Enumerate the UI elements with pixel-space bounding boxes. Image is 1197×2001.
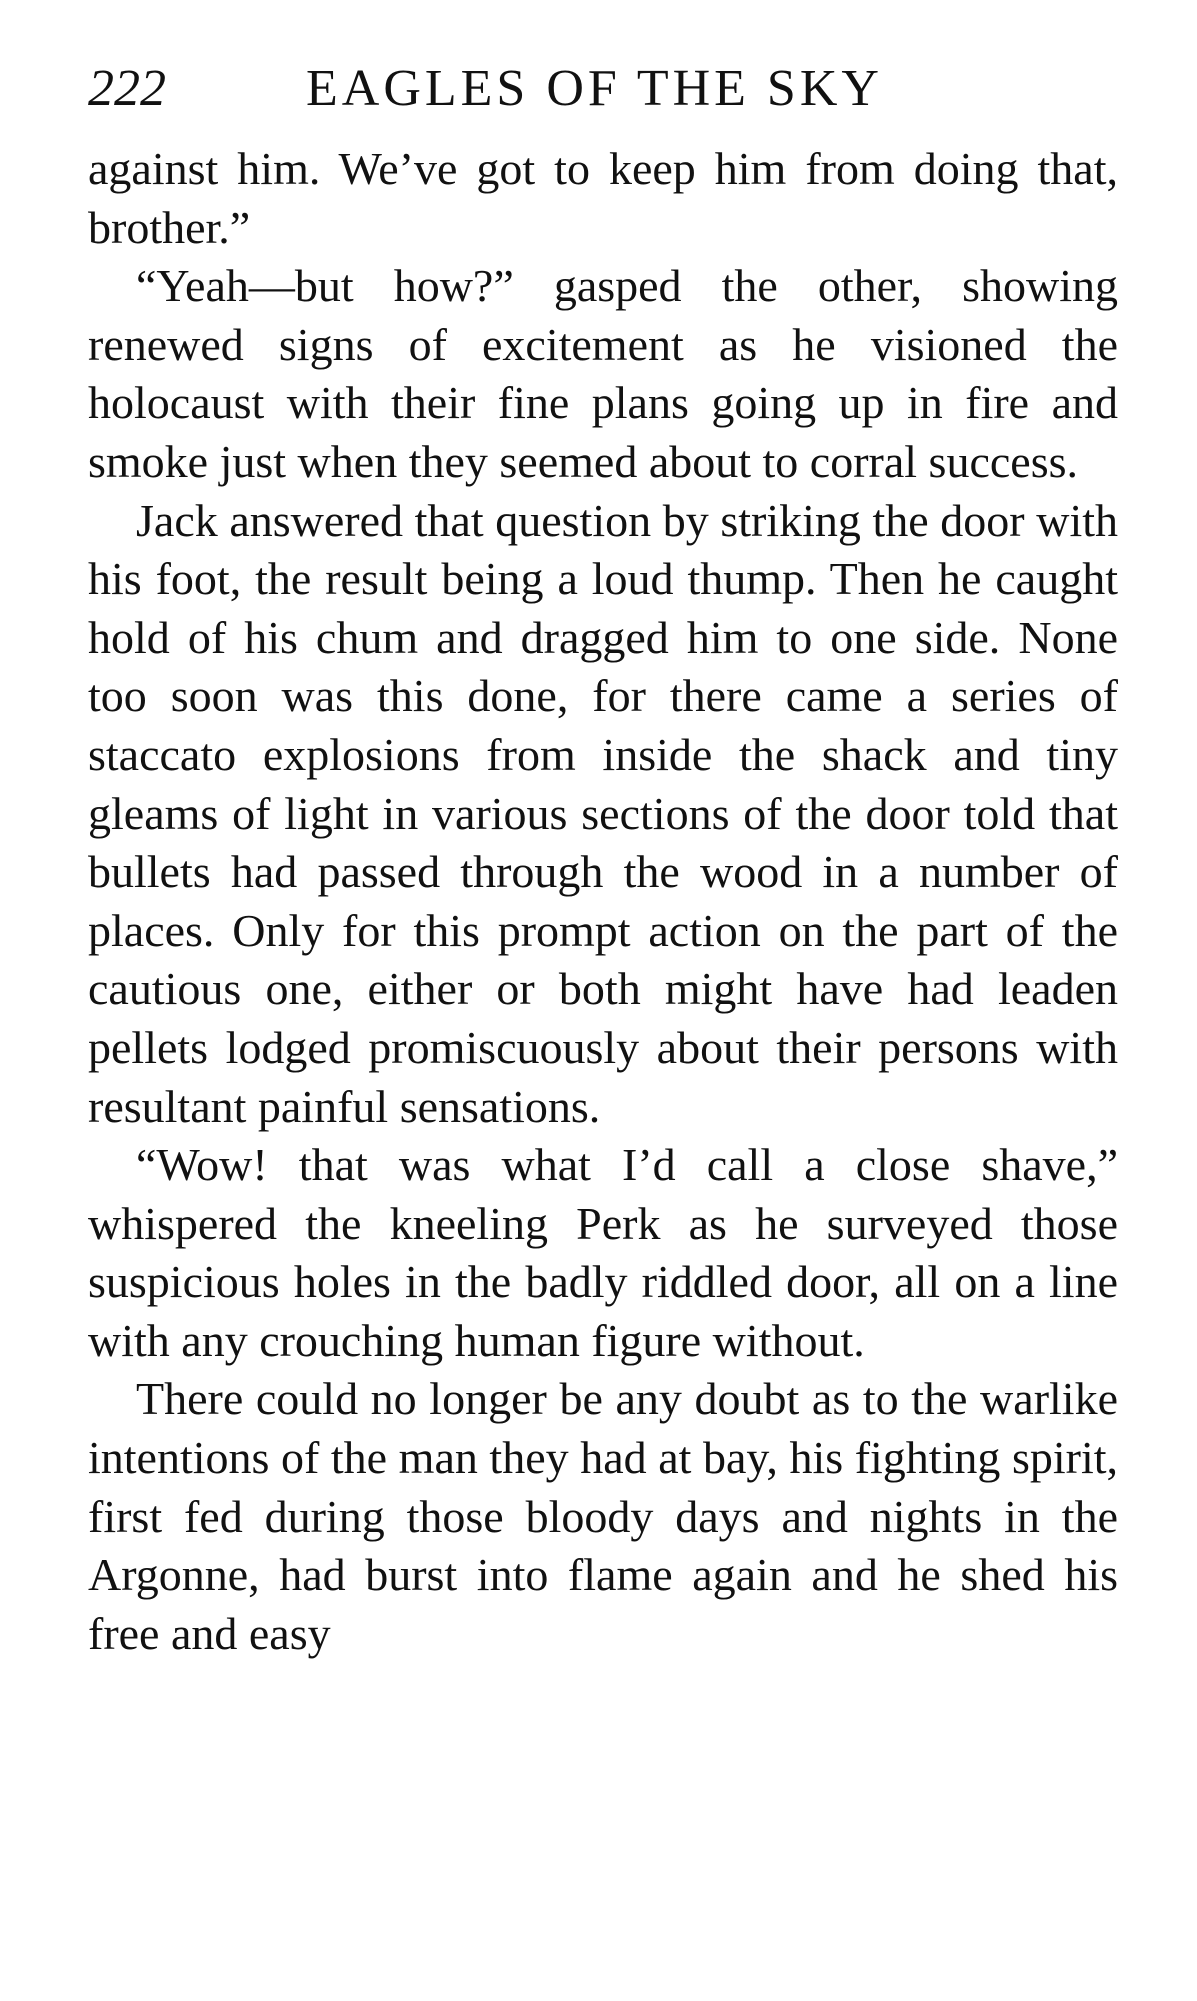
paragraph-jack-answered: Jack answered that question by striking the door with his foot, the result being a loud thump. Then he caught hold of his chum and dragged him to one side. None too soon was this done, for there came a series of staccato explosions from inside the shack and tiny gleams of light in various sections of the door told that bullets had passed through the wood in a number of places. Only for this prompt action on the part of the cautious one, either or both might have had leaden pellets lodged promiscuously about their persons with resultant painful sensations. [88, 494, 1118, 1132]
paragraph-continuation: against him. We’ve got to keep him from doing that, brother.” [88, 143, 1118, 253]
paragraph-no-longer-doubt: There could no longer be any doubt as to the warlike intentions of the man they had at bay, his fighting spirit, first fed during those bloody days and nights in the Argonne, had burst into flame again and he shed his free and easy [88, 1373, 1118, 1659]
running-title: EAGLES OF THE SKY [306, 60, 883, 117]
running-head [88, 54, 1138, 124]
paragraph-yeah-but-how: “Yeah—but how?” gasped the other, showing renewed signs of excitement as he visioned the holocaust with their fine plans going up in fire and smoke just when they seemed about to corral success. [88, 260, 1118, 487]
page-number: 222 [88, 60, 166, 117]
body-text [88, 140, 1118, 1663]
paragraph-close-shave: “Wow! that was what I’d call a close shave,” whispered the kneeling Perk as he surveyed those suspicious holes in the badly riddled door, all on a line with any crouching human figure without. [88, 1139, 1118, 1366]
